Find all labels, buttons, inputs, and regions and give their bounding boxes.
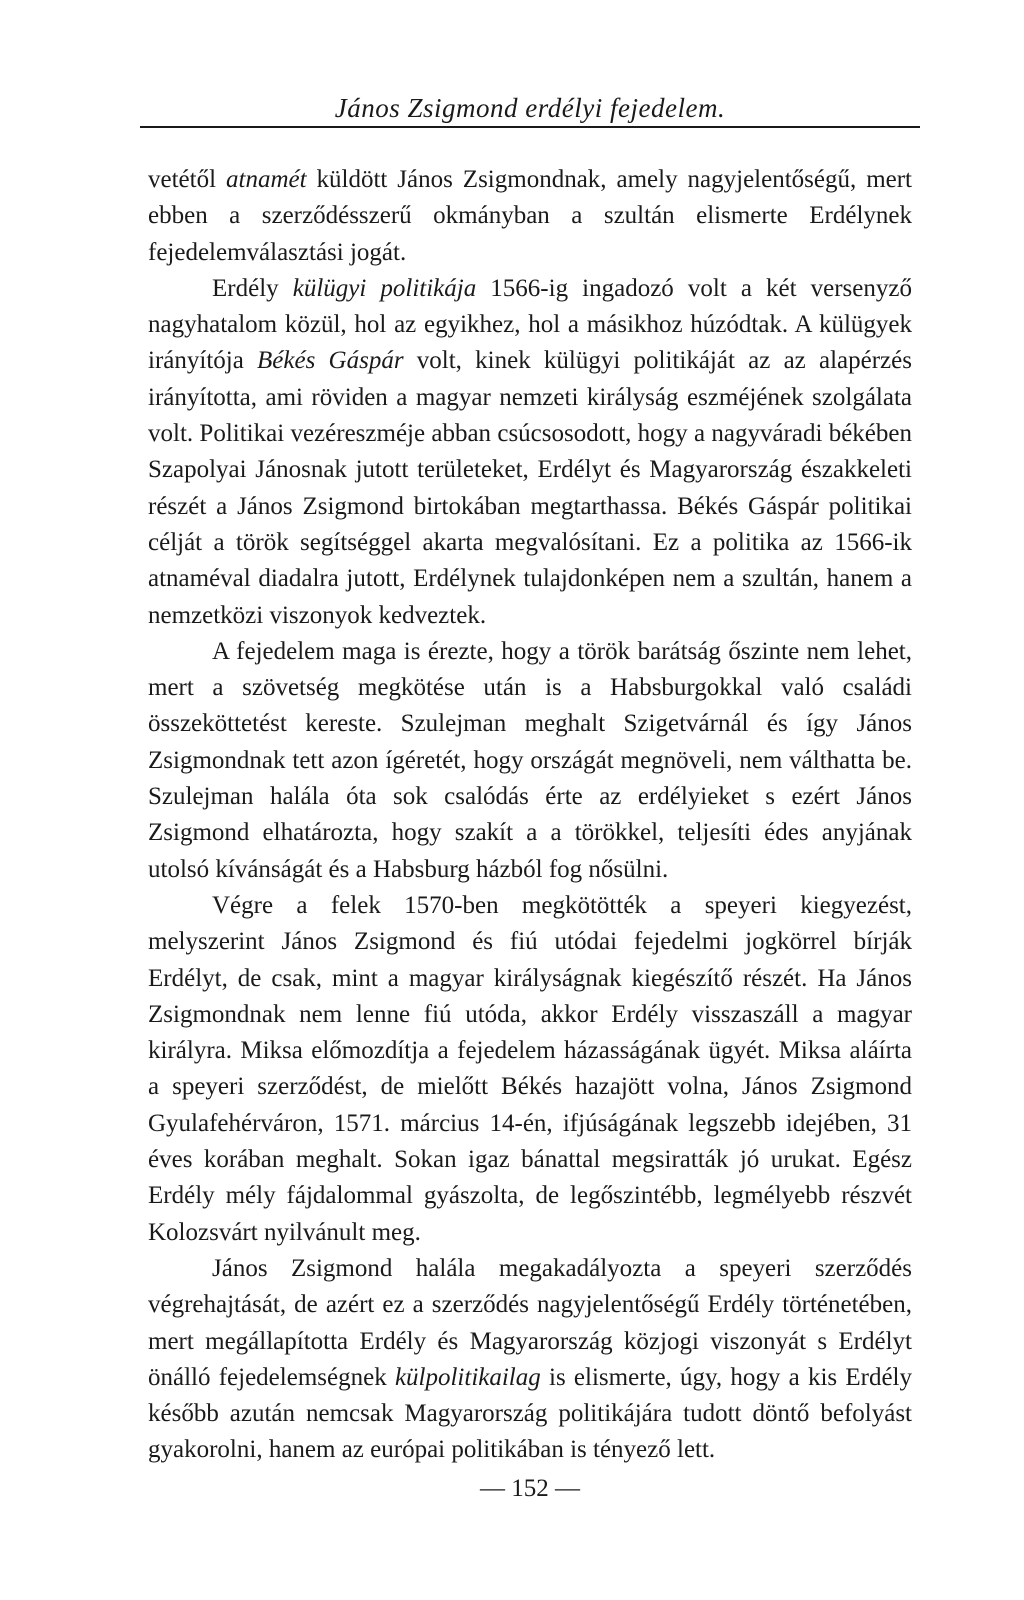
text-run: volt, kinek külügyi politikáját az az alapérzés irányította, ami röviden a magyar nemzeti királyság eszméjének szolgálata volt. Politikai vezéreszméje abban csúcsosodott, hogy a nagyváradi békében Szapolyai Jánosnak jutott területeket, Erdélyt és Magyarország északkeleti részét a János Zsigmond birtokában megtarthassa. Békés Gáspár politikai célját a török segítséggel akarta megvalósítani. Ez a politika az 1566-ik atnaméval diadalra jutott, Erdélynek tulajdonképen nem a szultán, hanem a nemzetközi viszonyok kedveztek. xyxy=(148,347,912,629)
text-run: is elismerte, úgy, hogy a kis Erdély később azután nemcsak Magyarország politikájára tudott döntő befolyást gyakorolni, hanem az európai politikában is tényező lett. xyxy=(148,1363,912,1464)
text-run: küldött János Zsigmondnak, amely nagyjelentőségű, mert ebben a szerződésszerű okmányban a szultán elismerte Erdélynek fejedelemválasztási jogát. xyxy=(148,166,913,266)
paragraph xyxy=(148,1251,912,1469)
page-number: — 152 — xyxy=(480,1474,580,1502)
emphasized-text: atnamét xyxy=(226,166,307,193)
running-head xyxy=(148,88,912,128)
paragraph xyxy=(148,162,912,271)
text-run: Erdély xyxy=(212,274,293,302)
paragraph xyxy=(148,271,912,634)
book-page xyxy=(148,88,912,1507)
text-run: 1566-ig ingadozó volt a két versenyző nagyhatalom közül, hol az egyikhez, hol a másikhoz húzódtak. A külügyek irányítója xyxy=(148,274,912,375)
paragraph xyxy=(148,888,912,1251)
emphasized-text: Békés Gáspár xyxy=(257,347,404,375)
body-text xyxy=(148,162,912,1469)
emphasized-text: külpolitikailag xyxy=(394,1363,541,1391)
running-head-title: János Zsigmond erdélyi fejedelem. xyxy=(334,93,726,123)
text-run: Végre a felek 1570-ben megkötötték a speyeri kiegyezést, melyszerint János Zsigmond és fiú utódai fejedelmi jogkörrel bírják Erdélyt, de csak, mint a magyar királyságnak kiegészítő részét. Ha János Zsigmondnak nem lenne fiú utóda, akkor Erdély visszaszáll a magyar királyra. Miksa előmozdítja a fejedelem házasságának ügyét. Miksa aláírta a speyeri szerződést, de mielőtt Békés hazajött volna, János Zsigmond Gyulafehérváron, 1571. március 14-én, ifjúságának legszebb idejében, 31 éves korában meghalt. Sokan igaz bánattal megsiratták jó urukat. Egész Erdély mély fájdalommal gyászolta, de legőszintébb, legmélyebb részvét Kolozsvárt nyilvánult meg. xyxy=(148,891,912,1246)
text-run: A fejedelem maga is érezte, hogy a török barátság őszinte nem lehet, mert a szövetség megkötése után is a Habsburgokkal való családi összeköttetést kereste. Szulejman meghalt Szigetvárnál és így János Zsigmondnak tett azon ígéretét, hogy országát megnöveli, nem válthatta be. Szulejman halála óta sok csalódás érte az erdélyieket s ezért János Zsigmond elhatározta, hogy szakít a a törökkel, teljesíti édes anyjának utolsó kívánságát és a Habsburg házból fog nősülni. xyxy=(148,637,912,883)
paragraph xyxy=(148,634,912,888)
text-run: János Zsigmond halála megakadályozta a speyeri szerződés végrehajtását, de azért ez a szerződés nagyjelentőségű Erdély történetében, mert megállapította Erdély és Magyarország közjogi viszonyát s Erdélyt önálló fejedelemségnek xyxy=(148,1254,912,1391)
header-rule xyxy=(140,126,920,128)
text-run: vetétől xyxy=(148,166,226,193)
emphasized-text: külügyi politikája xyxy=(292,274,477,302)
